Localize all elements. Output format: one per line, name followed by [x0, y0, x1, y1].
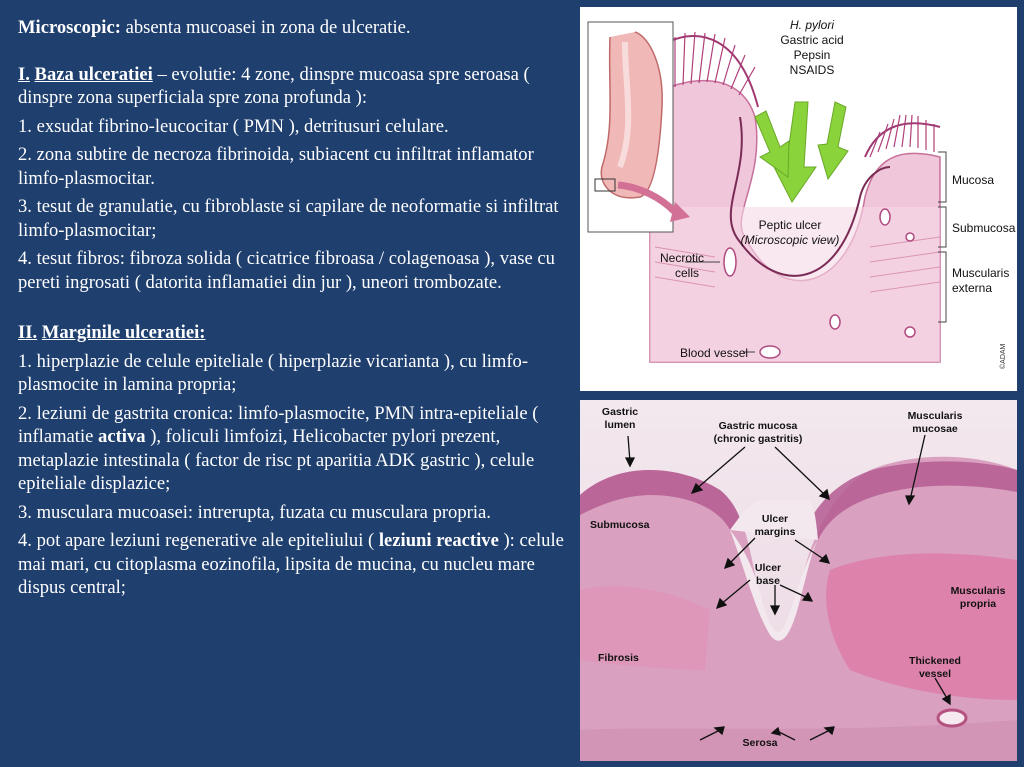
section-1-intro: – evolutie: 4 zone, dinspre mucoasa spre seroasa ( dinspre zona superficiala spre zona profunda ): [18, 63, 530, 108]
label-gastric-lumen-2: lumen [604, 419, 636, 431]
label-ulcer-base-1: Ulcer [754, 562, 782, 574]
label-muscularis-propria-1: Muscularis [950, 585, 1006, 597]
section-1-title: Baza ulceratiei [34, 63, 153, 85]
layer-muscularis-label-1: Muscularis [952, 266, 1010, 280]
cause-label-hpylori: H. pylori [789, 18, 835, 32]
intro-label: Microscopic: [18, 17, 121, 38]
section-2-item-4-text-a: 4. pot apare leziuni regenerative ale epiteliului ( [18, 530, 379, 551]
label-fibrosis: Fibrosis [598, 652, 639, 664]
layer-mucosa-label: Mucosa [952, 173, 995, 187]
section-2-item-2-bold: activa [98, 426, 146, 447]
section-2-item-4 [18, 529, 570, 600]
section-2-number: II. [18, 322, 38, 343]
blood-vessel-label: Blood vessel [680, 346, 749, 360]
label-muscularis-mucosae-2: mucosae [912, 423, 958, 435]
microscopic-view-label: (Microscopic view) [740, 233, 840, 247]
label-thickened-vessel-2: vessel [918, 668, 952, 680]
section-2-item-2 [18, 402, 570, 496]
section-1-item-4: 4. tesut fibros: fibroza solida ( cicatrice fibroasa / colagenoasa ), vase cu pereti ingrosati ( datorita inflamatiei din jur ), uneori trombozate. [18, 248, 555, 293]
cause-label-pepsin: Pepsin [793, 48, 831, 62]
section-1-item-3: 3. tesut de granulatie, cu fibroblaste si capilare de neoformatie si infiltrat limfo-plasmocitar; [18, 196, 559, 241]
label-serosa: Serosa [742, 737, 778, 749]
section-2-item-1: 1. hiperplazie de celule epiteliale ( hiperplazie vicarianta ), cu limfo-plasmocite in lamina propria; [18, 350, 529, 395]
label-gastric-lumen-1: Gastric [601, 406, 639, 418]
section-1-heading [18, 63, 570, 110]
section-1-item-2: 2. zona subtire de necroza fibrinoida, subiacent cu infiltrat inflamator limfo-plasmocitar. [18, 144, 534, 189]
label-gastric-mucosa-1: Gastric mucosa [718, 420, 798, 432]
section-2-item-3: 3. musculara mucoasei: intrerupta, fuzata cu musculara propria. [18, 501, 491, 523]
cause-label-gastric-acid: Gastric acid [780, 33, 844, 47]
ulcer-histology-micrograph [580, 400, 1017, 761]
section-2-heading [18, 321, 570, 345]
peptic-ulcer-label: Peptic ulcer [758, 218, 822, 232]
section-2-item-2-text-b: ), foliculi limfoizi, Helicobacter pylori prezent, metaplazie intestinala ( factor de risc pt aparitia ADK gastric ), celule epiteliale displazice; [18, 426, 535, 494]
label-gastric-mucosa-2: (chronic gastritis) [713, 433, 803, 445]
copyright-mark: ©ADAM [1000, 343, 1007, 369]
necrotic-label-2: cells [675, 266, 700, 280]
section-1-number: I. [18, 63, 30, 85]
layer-submucosa-label: Submucosa [952, 221, 1016, 235]
intro-text: absenta mucoasei in zona de ulceratie. [120, 17, 411, 38]
section-2-item-4-text-b: ): celule mai mari, cu citoplasma eozinofila, lipsita de mucina, cu nucleu mare dispus central; [18, 530, 564, 598]
label-muscularis-propria-2: propria [959, 598, 997, 610]
necrotic-label-1: Necrotic [660, 251, 705, 265]
intro-paragraph [18, 16, 570, 40]
label-submucosa: Submucosa [590, 519, 650, 531]
section-2-title: Marginile ulceratiei: [41, 322, 206, 343]
layer-muscularis-label-2: externa [952, 281, 993, 295]
label-ulcer-base-2: base [756, 575, 780, 587]
label-thickened-vessel-1: Thickened [909, 655, 961, 667]
text-column [18, 16, 570, 600]
label-ulcer-margins-1: Ulcer [761, 513, 789, 525]
section-1-item-1: 1. exsudat fibrino-leucocitar ( PMN ), detritusuri celulare. [18, 115, 449, 137]
section-2-item-4-bold: leziuni reactive [378, 530, 499, 551]
section-2-item-2-text-a: 2. leziuni de gastrita cronica: limfo-plasmocite, PMN intra-epiteliale ( inflamatie [18, 402, 539, 447]
peptic-ulcer-diagram [580, 7, 1017, 391]
cause-label-nsaids: NSAIDS [789, 63, 835, 77]
label-muscularis-mucosae-1: Muscularis [907, 410, 963, 422]
label-ulcer-margins-2: margins [754, 526, 796, 538]
